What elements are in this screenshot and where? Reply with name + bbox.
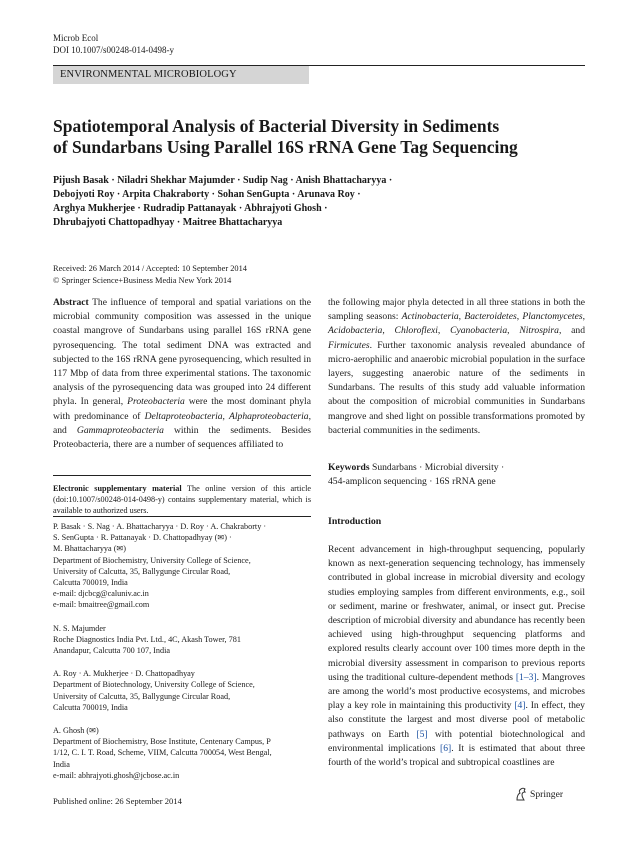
body-text: with potential biotechnological and environmental implications (328, 728, 585, 754)
affil-line: 1/12, C. I. T. Road, Scheme, VIIM, Calcutta 700054, West Bengal, (53, 748, 272, 758)
affil-line: University of Calcutta, 35, Ballygunge Circular Road, (53, 566, 231, 576)
springer-logo (514, 787, 563, 801)
journal-name: Microb Ecol (53, 33, 99, 43)
article-title (53, 116, 583, 158)
citation-link[interactable]: [4] (514, 700, 526, 712)
affil-line: M. Bhattacharyya (✉) (53, 544, 127, 554)
keywords-label: Keywords (328, 462, 370, 473)
keywords (328, 461, 585, 489)
taxon: Bacteroidetes (464, 311, 517, 323)
esm-note (53, 483, 311, 517)
abstract-right: the following major phyla detected in all three stations in both the sampling seasons: Actinobacteria, Bacteroidetes, Planctomycetes, Acidobacteria, Chloroflexi, Cyanobacteria, Nitrospira, and Firmicutes. Further taxonomic analysis revealed abundance of micro-aerophilic and anaerobic microbial population in the surface layers, suggesting anaerobic nature of the sediments in Sundarbans. The results of this study add valuable information about the composition of microbial communities in Sundarbans mangrove and shed light on possible transformations promoted by bacterial communities in the sediments. (328, 297, 585, 436)
affil-email[interactable]: e-mail: abhrajyoti.ghosh@jcbose.ac.in (53, 770, 180, 780)
abstract-left (53, 296, 311, 452)
abstract-text: . Further taxonomic analysis revealed abundance of micro-aerophilic and anaerobic microbial population in the surface layers, suggesting anaerobic nature of the sediments in Sundarbans. The results of this study add valuable information about the composition of microbial communities in Sundarbans mangrove and shed light on possible transformations promoted by bacterial communities in the sediments. (328, 339, 585, 436)
affil-line: N. S. Majumder (53, 623, 106, 633)
taxon: Firmicutes (328, 339, 370, 351)
affil-gap (53, 611, 311, 623)
taxon: Actinobacteria (401, 311, 459, 323)
affil-gap (53, 656, 311, 668)
title-line-1: Spatiotemporal Analysis of Bacterial Diversity in Sediments (53, 116, 500, 136)
body-text: . Mangroves are among the world’s most productive ecosystems, and microbes play a key role in maintaining this productivity (328, 671, 585, 712)
springer-wordmark: Springer (530, 788, 564, 800)
affil-line: A. Roy · A. Mukherjee · D. Chattopadhyay (53, 669, 195, 679)
citation-link[interactable]: [5] (416, 728, 428, 740)
article-dates (53, 263, 353, 286)
affil-line: India (53, 759, 70, 769)
published-online: Published online: 26 September 2014 (53, 796, 182, 806)
abstract-text: , and (558, 325, 585, 337)
taxon: Nitrospira (519, 325, 559, 337)
author-line: Arghya Mukherjee · Rudradip Pattanayak · Abhrajyoti Ghosh · (53, 203, 328, 214)
body-text: . It is estimated that about three fourth of the world’s tropical and subtropical coastlines are (328, 742, 586, 769)
taxon: Alphaproteobacteria (229, 410, 309, 422)
abstract-label: Abstract (53, 297, 89, 308)
title-line-2: of Sundarbans Using Parallel 16S rRNA Gene Tag Sequencing (53, 137, 518, 157)
abstract-text: , and (53, 410, 312, 436)
copyright: © Springer Science+Business Media New York 2014 (53, 275, 232, 285)
body-text: . In effect, they also constitute the largest and most diverse pool of metabolic pathways on Earth (328, 700, 585, 740)
taxon: Chloroflexi (394, 325, 438, 337)
received-accepted: Received: 26 March 2014 / Accepted: 10 September 2014 (53, 264, 247, 273)
affil-line: Roche Diagnostics India Pvt. Ltd., 4C, Akash Tower, 781 (53, 634, 241, 644)
springer-horse-icon (514, 787, 527, 801)
esm-rule-bottom (53, 516, 311, 517)
esm-label: Electronic supplementary material (53, 484, 182, 493)
affil-email[interactable]: e-mail: djcbcg@caluniv.ac.in (53, 589, 149, 599)
abstract-text: The influence of temporal and spatial variations on the microbial community composition was assessed in the unique coastal mangrove of Sundarbans using parallel 16S rRNA gene pyrosequencing. The total sediment DNA was extracted and subjected to the 16S rRNA gene pyrosequencing, which resulted in 117 Mbp of data from three experimental stations. The taxonomic analysis of the pyrosequencing data was grouped into 24 different phyla. In general, (53, 297, 311, 408)
article-doi: DOI 10.1007/s00248-014-0498-y (53, 45, 174, 55)
citation-link[interactable]: [1–3] (515, 671, 537, 683)
abstract-text: within the sediments. Besides Proteobacteria, there are a number of sequences affiliated to (53, 424, 311, 451)
category-banner: ENVIRONMENTAL MICROBIOLOGY (53, 66, 309, 84)
citation-link[interactable]: [6] (440, 742, 452, 754)
affil-line: S. SenGupta · R. Pattanayak · D. Chattopadhyay (✉) · (53, 533, 232, 543)
author-line: Pijush Basak · Niladri Shekhar Majumder · Sudip Nag · Anish Bhattacharyya · (53, 175, 393, 186)
affiliations (53, 521, 311, 781)
esm-rule (53, 475, 311, 476)
abstract-text: the following major phyla detected in all three stations in both the sampling seasons: (328, 297, 585, 323)
taxon: Acidobacteria (328, 325, 383, 337)
author-list (53, 174, 473, 230)
author-line: Debojyoti Roy · Arpita Chakraborty · Sohan SenGupta · Arunava Roy · (53, 189, 361, 200)
affil-line: P. Basak · S. Nag · A. Bhattacharyya · D. Roy · A. Chakraborty · (53, 522, 267, 531)
introduction-heading: Introduction (328, 516, 382, 527)
abstract-text: , (222, 410, 225, 422)
esm-text: The online version of this article (doi:10.1007/s00248-014-0498-y) contains supplementary material, which is available to authorized users. (53, 484, 312, 516)
affil-line: University of Calcutta, 35, Ballygunge Circular Road, (53, 691, 231, 701)
affil-line: Calcutta 700019, India (53, 702, 128, 712)
affil-line: Anandapur, Calcutta 700 107, India (53, 646, 170, 656)
taxon: Proteobacteria (127, 396, 185, 408)
abstract-text: were the most dominant phyla with predominance of (53, 396, 311, 422)
taxon: Planctomycetes (522, 311, 583, 323)
affil-line: Department of Biotechnology, University College of Science, (53, 680, 255, 690)
affil-line: Department of Biochemistry, Bose Institute, Centenary Campus, P (53, 737, 271, 747)
affil-line: Department of Biochemistry, University College of Science, (53, 555, 251, 565)
journal-header (53, 32, 174, 56)
affil-gap (53, 713, 311, 725)
taxon: Cyanobacteria (450, 325, 508, 337)
keywords-line: Sundarbans · Microbial diversity · (371, 462, 505, 473)
body-text: Recent advancement in high-throughput sequencing, popularly known as next-generation sequencing technology, has immensely contributed in global increase in microbial diversity and ecology studies employing samples from different environments, e.g., soil or sediment, marine or freshwater, animal, or insect gut. Precise description of microbial diversity and abundance has recently been achieved using high-throughput sequencing platforms and explored results clearly account over 100 times more depth in the microbial diversity assessment in comparison to previous reports using the traditional culture-dependent methods (328, 544, 585, 683)
taxon: Gammaproteobacteria (76, 424, 164, 436)
affil-email[interactable]: e-mail: bmaitree@gmail.com (53, 600, 150, 610)
affil-line: Calcutta 700019, India (53, 578, 128, 588)
author-line: Dhrubajyoti Chattopadhyay · Maitree Bhattacharyya (53, 217, 283, 228)
affil-line: A. Ghosh (✉) (53, 726, 99, 736)
introduction-text (328, 543, 585, 770)
taxon: Deltaproteobacteria (144, 410, 223, 422)
keywords-line: 454-amplicon sequencing · 16S rRNA gene (328, 476, 496, 488)
